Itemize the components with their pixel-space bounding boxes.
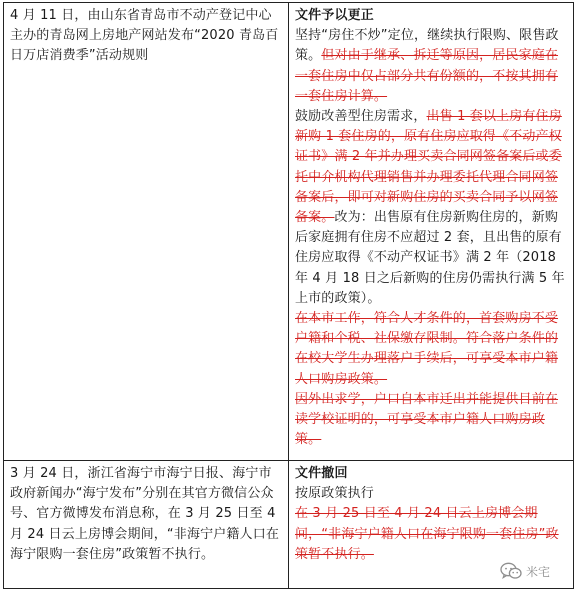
policy-change-table bbox=[3, 2, 574, 589]
row-1-p4-struck-text: 因外出求学，户口自本市迁出并能提供目前在读学校证明的，可享受本市户籍人口购房政策。 bbox=[295, 391, 559, 448]
row-1-result-heading: 文件予以更正 bbox=[295, 8, 374, 23]
table-row bbox=[4, 461, 574, 589]
row-1-p1-struck-text: 但对由于继承、拆迁等原因，居民家庭在一套住房中仅占部分共有份额的，不按其拥有一套住房计算。 bbox=[295, 48, 559, 104]
row-2-p1-struck-text: 在 3 月 25 日至 4 月 24 日云上房博会期间，“非海宁户籍人口在海宁限购一套住房”政策暂不执行。 bbox=[295, 506, 559, 562]
table-row bbox=[4, 3, 574, 461]
row-1-p3-struck-text: 在本市工作，符合人才条件的，首套购房不受户籍和个税、社保缴存限制。符合落户条件的在校大学生办理落户手续后，可享受本市户籍人口购房政策。 bbox=[295, 311, 559, 387]
row-1-p2-change-text: 出售原有住房新购住房的，新购后家庭拥有住房不应超过 2 套，且出售的原有住房应取得《不动产权证书》满 2 年（2018 年 4 月 18 日之后新购的住房仍需执行满 5 年上市的政策）。 bbox=[295, 210, 565, 306]
row-1-paragraph-2 bbox=[295, 107, 567, 309]
row-2-event-cell bbox=[4, 461, 289, 589]
watermark bbox=[500, 562, 550, 580]
row-1-p2-struck-text: 出售 1 套以上房有住房新购 1 套住房的，原有住房应取得《不动产权证书》满 2 年并办理买卖合同网签备案后或委托中介机构代理销售并办理委托代理合同网签备案后，即可对新购住房的买卖合同予以网签备案。 bbox=[295, 109, 562, 226]
row-1-p1-text: 坚持“房住不炒”定位，继续执行限购、限售政策。 bbox=[295, 28, 559, 64]
watermark-text: 米宅 bbox=[526, 564, 551, 579]
row-1-result-cell bbox=[289, 3, 574, 461]
row-2-event-text: 3 月 24 日，浙江省海宁市海宁日报、海宁市政府新闻办“海宁发布”分别在其官方微信公众号、官方微博发布消息称，在 3 月 25 日至 4 月 24 日云上房博会期间，“非海宁户籍人口在海宁限购一套住房”政策暂不执行。 bbox=[10, 466, 279, 562]
row-2-p1-text: 按原政策执行 bbox=[295, 486, 374, 502]
row-1-event-cell bbox=[4, 3, 289, 461]
row-1-event-text: 4 月 11 日，由山东省青岛市不动产登记中心主办的青岛网上房地产网站发布“2020 青岛百日万店消费季”活动规则 bbox=[10, 8, 279, 64]
row-2-result-heading: 文件撤回 bbox=[295, 466, 348, 481]
row-1-paragraph-1 bbox=[295, 26, 567, 107]
wechat-logo-icon bbox=[500, 562, 522, 580]
row-1-p2-text: 鼓励改善型住房需求， bbox=[295, 109, 427, 125]
row-1-p2-change-label: 改为： bbox=[334, 210, 374, 226]
